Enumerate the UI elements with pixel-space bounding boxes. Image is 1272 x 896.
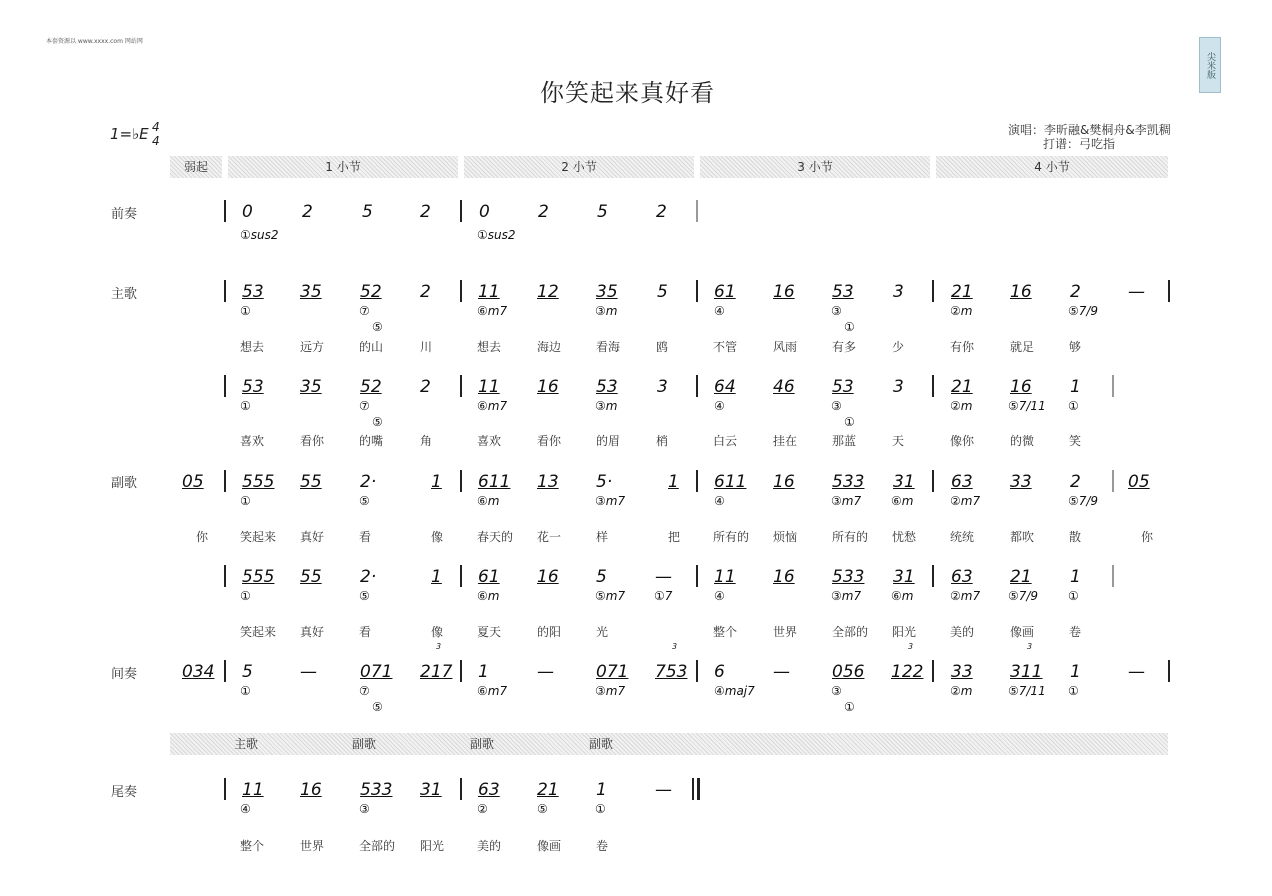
chord: ⑤7/9 xyxy=(1008,589,1039,603)
note: 11 xyxy=(478,377,500,397)
note: 5 xyxy=(596,567,607,587)
note: 071 xyxy=(596,662,629,682)
barline xyxy=(696,200,698,222)
barline xyxy=(1112,565,1114,587)
note: 533 xyxy=(832,567,865,587)
barline xyxy=(696,470,698,492)
note: 311 xyxy=(1010,662,1043,682)
chord: ②m xyxy=(950,399,973,413)
note: 2 xyxy=(1070,282,1081,302)
chord: ① xyxy=(844,415,855,429)
note: 16 xyxy=(300,780,322,800)
section-chorus: 副歌 xyxy=(111,476,138,491)
lyric: 海边 xyxy=(537,340,562,354)
lyric: 远方 xyxy=(300,340,325,354)
lyric: 有多 xyxy=(832,340,857,354)
barline xyxy=(224,375,226,397)
note: 16 xyxy=(773,472,795,492)
note: 33 xyxy=(1010,472,1032,492)
chord: ③ xyxy=(831,399,842,413)
lyric: 挂在 xyxy=(773,434,798,448)
lyric: 看 xyxy=(359,530,372,544)
lyric: 像画 xyxy=(1010,625,1035,639)
chord: ⑤ xyxy=(372,320,383,334)
lyric: 春天的 xyxy=(477,530,514,544)
note: — xyxy=(1128,662,1145,682)
note: 1 xyxy=(596,780,607,800)
note: 63 xyxy=(478,780,500,800)
note: 05 xyxy=(1128,472,1150,492)
note: 2 xyxy=(420,377,431,397)
note: 16 xyxy=(537,567,559,587)
lyric: 够 xyxy=(1069,340,1082,354)
lyric: 美的 xyxy=(950,625,975,639)
triplet-mark: 3 xyxy=(1027,642,1033,651)
chord: ① xyxy=(240,304,251,318)
note: 53 xyxy=(832,377,854,397)
note: — xyxy=(655,780,672,800)
lyric: 鸥 xyxy=(656,340,669,354)
lyric: 的微 xyxy=(1010,434,1035,448)
meter-bottom: 4 xyxy=(152,134,160,148)
chord: ③ xyxy=(831,304,842,318)
band-weak: 弱起 xyxy=(170,156,222,178)
note: 11 xyxy=(478,282,500,302)
section-verse: 主歌 xyxy=(111,287,138,302)
lyric: 想去 xyxy=(477,340,502,354)
barline xyxy=(932,375,934,397)
chord: ⑤ xyxy=(372,415,383,429)
lyric: 笑起来 xyxy=(240,625,277,639)
chord: ⑤7/9 xyxy=(1068,494,1099,508)
chord: ④maj7 xyxy=(714,684,755,698)
lyric: 所有的 xyxy=(713,530,750,544)
lyric: 少 xyxy=(892,340,905,354)
note: 533 xyxy=(832,472,865,492)
page-title: 你笑起来真好看 xyxy=(540,79,715,107)
barline xyxy=(224,200,226,222)
lyric: 的山 xyxy=(359,340,384,354)
barline xyxy=(460,280,462,302)
note: 1 xyxy=(1070,377,1081,397)
note: 21 xyxy=(1010,567,1032,587)
order-item: 主歌 xyxy=(234,737,259,751)
chord: ⑤7/9 xyxy=(1068,304,1099,318)
lyric: 笑起来 xyxy=(240,530,277,544)
note: — xyxy=(1128,282,1145,302)
chord: ③m7 xyxy=(595,684,626,698)
chord: ④ xyxy=(714,399,725,413)
lyric: 天 xyxy=(892,434,905,448)
lyric: 统统 xyxy=(950,530,975,544)
barline xyxy=(1168,280,1170,302)
chord: ① xyxy=(240,589,251,603)
note: 0 xyxy=(479,202,490,222)
lyric: 样 xyxy=(596,530,609,544)
note: 217 xyxy=(420,662,453,682)
section-interlude: 间奏 xyxy=(111,667,138,682)
barline xyxy=(696,375,698,397)
note: 1 xyxy=(431,567,442,587)
note: 1 xyxy=(668,472,679,492)
barline xyxy=(696,565,698,587)
lyric: 光 xyxy=(596,625,609,639)
final-barline-thin xyxy=(692,778,694,800)
note: 12 xyxy=(537,282,559,302)
chord: ②m7 xyxy=(950,494,981,508)
note: 35 xyxy=(596,282,618,302)
note: 16 xyxy=(537,377,559,397)
note: 1 xyxy=(478,662,489,682)
lyric: 整个 xyxy=(713,625,738,639)
chord: ①sus2 xyxy=(477,228,516,242)
lyric: 看你 xyxy=(537,434,562,448)
chord: ④ xyxy=(714,494,725,508)
note: 122 xyxy=(891,662,924,682)
barline xyxy=(460,470,462,492)
note: 11 xyxy=(242,780,264,800)
chord: ②m7 xyxy=(950,589,981,603)
chord: ⑥m7 xyxy=(477,399,508,413)
chord: ③m7 xyxy=(831,494,862,508)
chord: ⑤ xyxy=(372,700,383,714)
note: 5 xyxy=(242,662,253,682)
note: 53 xyxy=(596,377,618,397)
chord: ⑥m xyxy=(477,589,500,603)
lyric: 像 xyxy=(431,530,444,544)
barline xyxy=(1168,660,1170,682)
lyric: 整个 xyxy=(240,839,265,853)
note: 63 xyxy=(951,567,973,587)
lyric: 角 xyxy=(420,434,433,448)
lyric: 喜欢 xyxy=(240,434,265,448)
note: 071 xyxy=(360,662,393,682)
chord: ④ xyxy=(714,304,725,318)
lyric: 看海 xyxy=(596,340,621,354)
note: 5· xyxy=(596,472,613,492)
chord: ①sus2 xyxy=(240,228,279,242)
lyric: 你 xyxy=(196,530,209,544)
note: 5 xyxy=(362,202,373,222)
note: 55 xyxy=(300,567,322,587)
lyric: 的眉 xyxy=(596,434,621,448)
chord: ③m7 xyxy=(595,494,626,508)
note: 53 xyxy=(242,282,264,302)
lyric: 世界 xyxy=(773,625,798,639)
barline xyxy=(1112,470,1114,492)
note: 555 xyxy=(242,567,275,587)
barline xyxy=(460,375,462,397)
note: 6 xyxy=(714,662,725,682)
order-band xyxy=(170,733,1168,755)
chord: ⑤ xyxy=(537,802,548,816)
chord: ③ xyxy=(831,684,842,698)
chord: ① xyxy=(240,399,251,413)
lyric: 全部的 xyxy=(359,839,396,853)
note: 2 xyxy=(656,202,667,222)
note: 533 xyxy=(360,780,393,800)
barline xyxy=(224,565,226,587)
chord: ⑥m7 xyxy=(477,304,508,318)
stamp: 尖米版 xyxy=(1199,37,1221,93)
chord: ④ xyxy=(240,802,251,816)
note: 1 xyxy=(1070,567,1081,587)
pickup-note: 034 xyxy=(182,662,215,682)
lyric: 像你 xyxy=(950,434,975,448)
note: 3 xyxy=(893,282,904,302)
barline xyxy=(224,778,226,800)
chord: ⑦ xyxy=(359,684,370,698)
note: 46 xyxy=(773,377,795,397)
lyric: 喜欢 xyxy=(477,434,502,448)
note: 21 xyxy=(951,282,973,302)
key-signature: 1=♭E xyxy=(110,125,149,143)
chord: ① xyxy=(240,494,251,508)
chord: ① xyxy=(1068,399,1079,413)
barline xyxy=(460,660,462,682)
chord: ⑤m7 xyxy=(595,589,626,603)
lyric: 那蓝 xyxy=(832,434,857,448)
lyric: 想去 xyxy=(240,340,265,354)
note: 611 xyxy=(478,472,511,492)
chord: ⑥m xyxy=(477,494,500,508)
barline xyxy=(224,660,226,682)
lyric: 忧愁 xyxy=(892,530,917,544)
lyric: 全部的 xyxy=(832,625,869,639)
barline xyxy=(932,470,934,492)
arranger-credit: 打谱：弓吃指 xyxy=(1043,137,1116,151)
chord: ① xyxy=(240,684,251,698)
note: 16 xyxy=(1010,377,1032,397)
chord: ⑦ xyxy=(359,399,370,413)
lyric: 像 xyxy=(431,625,444,639)
barline xyxy=(932,280,934,302)
chord: ① xyxy=(1068,589,1079,603)
note: — xyxy=(773,662,790,682)
chord: ③m xyxy=(595,399,618,413)
barline xyxy=(696,660,698,682)
note: 2 xyxy=(1070,472,1081,492)
chord: ① xyxy=(844,700,855,714)
note: 21 xyxy=(537,780,559,800)
chord: ② xyxy=(477,802,488,816)
note: 21 xyxy=(951,377,973,397)
barline xyxy=(932,660,934,682)
note: — xyxy=(537,662,554,682)
barline xyxy=(460,565,462,587)
lyric: 夏天 xyxy=(477,625,502,639)
note: 31 xyxy=(893,472,915,492)
lyric: 美的 xyxy=(477,839,502,853)
chord: ①7 xyxy=(654,589,673,603)
lyric: 白云 xyxy=(713,434,738,448)
lyric: 有你 xyxy=(950,340,975,354)
barline xyxy=(460,778,462,800)
barline xyxy=(696,280,698,302)
note: 0 xyxy=(242,202,253,222)
barline xyxy=(224,470,226,492)
chord: ③m7 xyxy=(831,589,862,603)
chord: ②m xyxy=(950,304,973,318)
band-measure-2: 2 小节 xyxy=(464,156,694,178)
order-item: 副歌 xyxy=(589,737,614,751)
note: 33 xyxy=(951,662,973,682)
note: 1 xyxy=(1070,662,1081,682)
lyric: 梢 xyxy=(656,434,669,448)
barline xyxy=(224,280,226,302)
lyric: 卷 xyxy=(1069,625,1082,639)
note: 61 xyxy=(714,282,736,302)
lyric: 世界 xyxy=(300,839,325,853)
note: 35 xyxy=(300,377,322,397)
note: 13 xyxy=(537,472,559,492)
note: 61 xyxy=(478,567,500,587)
note: 753 xyxy=(655,662,688,682)
lyric: 像画 xyxy=(537,839,562,853)
lyric: 卷 xyxy=(596,839,609,853)
lyric: 就足 xyxy=(1010,340,1035,354)
note: 52 xyxy=(360,282,382,302)
note: 52 xyxy=(360,377,382,397)
lyric: 所有的 xyxy=(832,530,869,544)
note: 2· xyxy=(360,567,377,587)
chord: ⑥m xyxy=(891,494,914,508)
note: 31 xyxy=(893,567,915,587)
section-intro: 前奏 xyxy=(111,207,138,222)
note: — xyxy=(655,567,672,587)
band-measure-1: 1 小节 xyxy=(228,156,458,178)
chord: ① xyxy=(595,802,606,816)
lyric: 风雨 xyxy=(773,340,798,354)
note: 2· xyxy=(360,472,377,492)
note: 3 xyxy=(657,377,668,397)
note: 1 xyxy=(431,472,442,492)
lyric: 散 xyxy=(1069,530,1082,544)
note: 5 xyxy=(597,202,608,222)
section-outro: 尾奏 xyxy=(111,785,138,800)
barline xyxy=(1112,375,1114,397)
chord: ① xyxy=(844,320,855,334)
chord: ③ xyxy=(359,802,370,816)
lyric: 笑 xyxy=(1069,434,1082,448)
final-barline-thick xyxy=(697,778,700,800)
lyric: 花一 xyxy=(537,530,562,544)
note: 63 xyxy=(951,472,973,492)
lyric: 川 xyxy=(420,340,433,354)
chord: ⑦ xyxy=(359,304,370,318)
lyric: 阳光 xyxy=(420,839,445,853)
note: 2 xyxy=(538,202,549,222)
note: 53 xyxy=(832,282,854,302)
time-signature xyxy=(152,120,160,148)
chord: ⑤7/11 xyxy=(1008,684,1046,698)
chord: ⑤ xyxy=(359,589,370,603)
lyric: 把 xyxy=(668,530,681,544)
chord: ③m xyxy=(595,304,618,318)
note: 11 xyxy=(714,567,736,587)
band-measure-3: 3 小节 xyxy=(700,156,930,178)
chord: ④ xyxy=(714,589,725,603)
note: 611 xyxy=(714,472,747,492)
note: 555 xyxy=(242,472,275,492)
lyric: 你 xyxy=(1141,530,1154,544)
lyric: 的阳 xyxy=(537,625,562,639)
chord: ⑥m7 xyxy=(477,684,508,698)
triplet-mark: 3 xyxy=(436,642,442,651)
source-note: 本套资源以 www.xxxx.com 网站网 xyxy=(46,38,143,45)
note: 53 xyxy=(242,377,264,397)
order-item: 副歌 xyxy=(352,737,377,751)
band-measure-4: 4 小节 xyxy=(936,156,1168,178)
note: 31 xyxy=(420,780,442,800)
note: 16 xyxy=(773,567,795,587)
singer-credit: 演唱：李昕融&樊桐舟&李凯稠 xyxy=(1008,123,1171,137)
triplet-mark: 3 xyxy=(908,642,914,651)
lyric: 看 xyxy=(359,625,372,639)
chord: ②m xyxy=(950,684,973,698)
meter-top: 4 xyxy=(152,120,160,134)
lyric: 的嘴 xyxy=(359,434,384,448)
barline xyxy=(932,565,934,587)
chord: ⑤7/11 xyxy=(1008,399,1046,413)
note: 55 xyxy=(300,472,322,492)
order-item: 副歌 xyxy=(470,737,495,751)
note: 16 xyxy=(1010,282,1032,302)
note: 16 xyxy=(773,282,795,302)
lyric: 阳光 xyxy=(892,625,917,639)
note: 5 xyxy=(657,282,668,302)
lyric: 烦恼 xyxy=(773,530,798,544)
lyric: 真好 xyxy=(300,625,325,639)
triplet-mark: 3 xyxy=(672,642,678,651)
lyric: 不管 xyxy=(713,340,738,354)
chord: ⑤ xyxy=(359,494,370,508)
note: 35 xyxy=(300,282,322,302)
barline xyxy=(460,200,462,222)
note: 2 xyxy=(420,202,431,222)
chord: ① xyxy=(1068,684,1079,698)
note: 056 xyxy=(832,662,865,682)
note: 2 xyxy=(302,202,313,222)
lyric: 都吹 xyxy=(1010,530,1035,544)
lyric: 真好 xyxy=(300,530,325,544)
chord: ⑥m xyxy=(891,589,914,603)
note: 3 xyxy=(893,377,904,397)
note: 64 xyxy=(714,377,736,397)
note: 2 xyxy=(420,282,431,302)
note: — xyxy=(300,662,317,682)
pickup-note: 05 xyxy=(182,472,204,492)
lyric: 看你 xyxy=(300,434,325,448)
